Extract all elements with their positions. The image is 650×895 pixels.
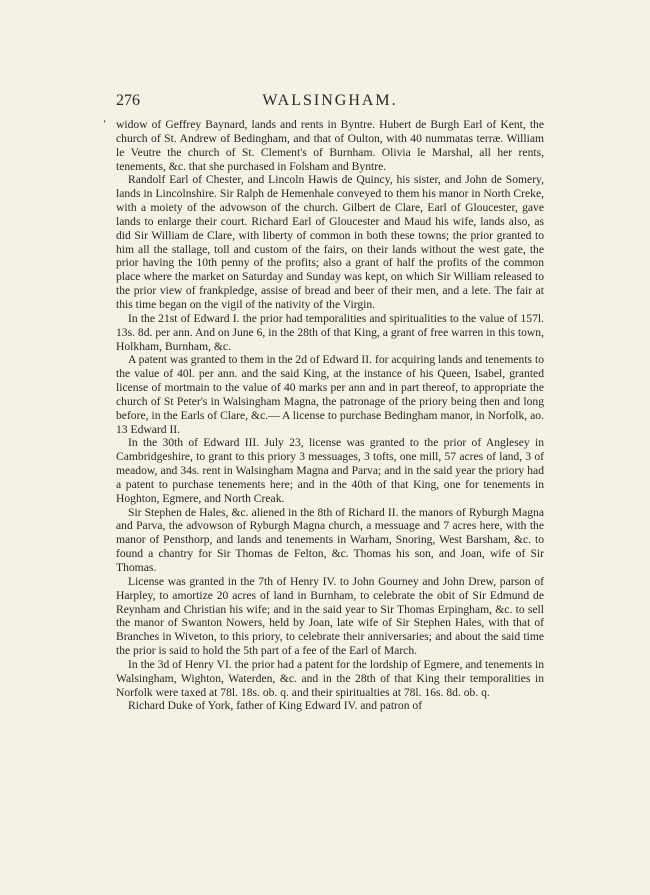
running-title: WALSINGHAM.	[262, 92, 398, 109]
paragraph: In the 3d of Henry VI. the prior had a patent for the lordship of Egmere, and tenements in Walsingham, Wighton, Waterden, &c. and in the 28th of that King their temporalities in Norfolk were taxed at 78l. 18s. ob. q. and their spiritualties at 78l. 16s. 8d. ob. q.	[116, 657, 544, 699]
paragraph: In the 30th of Edward III. July 23, license was granted to the prior of Anglesey in Cambridgeshire, to grant to this priory 3 messuages, 3 tofts, one mill, 57 acres of land, 3 of meadow, and 34s. rent in Walsingham Magna and Parva; and in the said year the priory had a patent to purchase tenements here; and in the 40th of that King, one for tenements in Hoghton, Egmere, and North Creak.	[116, 436, 544, 505]
body-text	[116, 118, 544, 713]
page-number: 276	[116, 92, 140, 109]
paragraph: A patent was granted to them in the 2d of Edward II. for acquiring lands and tenements to the value of 40l. per ann. and the said King, at the instance of his Queen, Isabel, granted license of mortmain to the value of 40 marks per ann and in part thereof, to appropriate the church of St Peter's in Walsingham Magna, the patronage of the priory being then and long before, in the Earls of Clare, &c.— A license to purchase Bedingham manor, in Norfolk, ao. 13 Edward II.	[116, 353, 544, 436]
paragraph: widow of Geffrey Baynard, lands and rents in Byntre. Hubert de Burgh Earl of Kent, the church of St. Andrew of Bedingham, and that of Oulton, with 40 nummatas terræ. William le Veutre the church of St. Clement's of Burnham. Olivia le Marshal, all her rents, tenements, &c. that she purchased in Folsham and Byntre.	[116, 118, 544, 173]
paragraph: Sir Stephen de Hales, &c. aliened in the 8th of Richard II. the manors of Ryburgh Magna and Parva, the advowson of Ryburgh Magna church, a messuage and 7 acres here, with the manor of Pensthorp, and lands and tenements in Warham, Snoring, West Barsham, &c. to found a chantry for Sir Thomas de Felton, &c. Thomas his son, and Joan, wife of Sir Thomas.	[116, 505, 544, 574]
paragraph: License was granted in the 7th of Henry IV. to John Gourney and John Drew, parson of Harpley, to amortize 20 acres of land in Burnham, to celebrate the obit of Sir Edmund de Reynham and Christian his wife; and in the said year to Sir Thomas Erpingham, &c. to sell the manor of Swanton Nowers, held by Joan, late wife of Sir Stephen Hales, with that of Branches in Wiveton, to this priory, to celebrate their anniversaries; and about the said time the prior is said to hold the 5th part of a fee of the Earl of March.	[116, 574, 544, 658]
margin-mark: ʻ	[103, 119, 107, 130]
paragraph: In the 21st of Edward I. the prior had temporalities and spiritualities to the value of 157l. 13s. 8d. per ann. And on June 6, in the 28th of that King, a grant of free warren in this town, Holkham, Burnham, &c.	[116, 311, 544, 353]
page-header	[116, 92, 544, 112]
paragraph: Randolf Earl of Chester, and Lincoln Hawis de Quincy, his sister, and John de Somery, lands in Lincolnshire. Sir Ralph de Hemenhale conveyed to them his manor in North Creke, with a moiety of the advowson of the church. Gilbert de Clare, Earl of Gloucester, gave lands to enlarge their court. Richard Earl of Gloucester and Maud his wife, lands also, as did Sir William de Clare, with liberty of common in both these towns; the prior granted to him all the stallage, toll and custom of the fairs, on their lands without the west gate, the prior having the 10th penny of the profits; also a grant of half the profits of the common place where the market on Saturday and Sunday was kept, on which Sir William released to the prior view of frankpledge, assise of bread and beer of their men, and a lete. The fair at this time began on the vigil of the nativity of the Virgin.	[116, 173, 544, 311]
paragraph: Richard Duke of York, father of King Edward IV. and patron of	[128, 699, 423, 713]
